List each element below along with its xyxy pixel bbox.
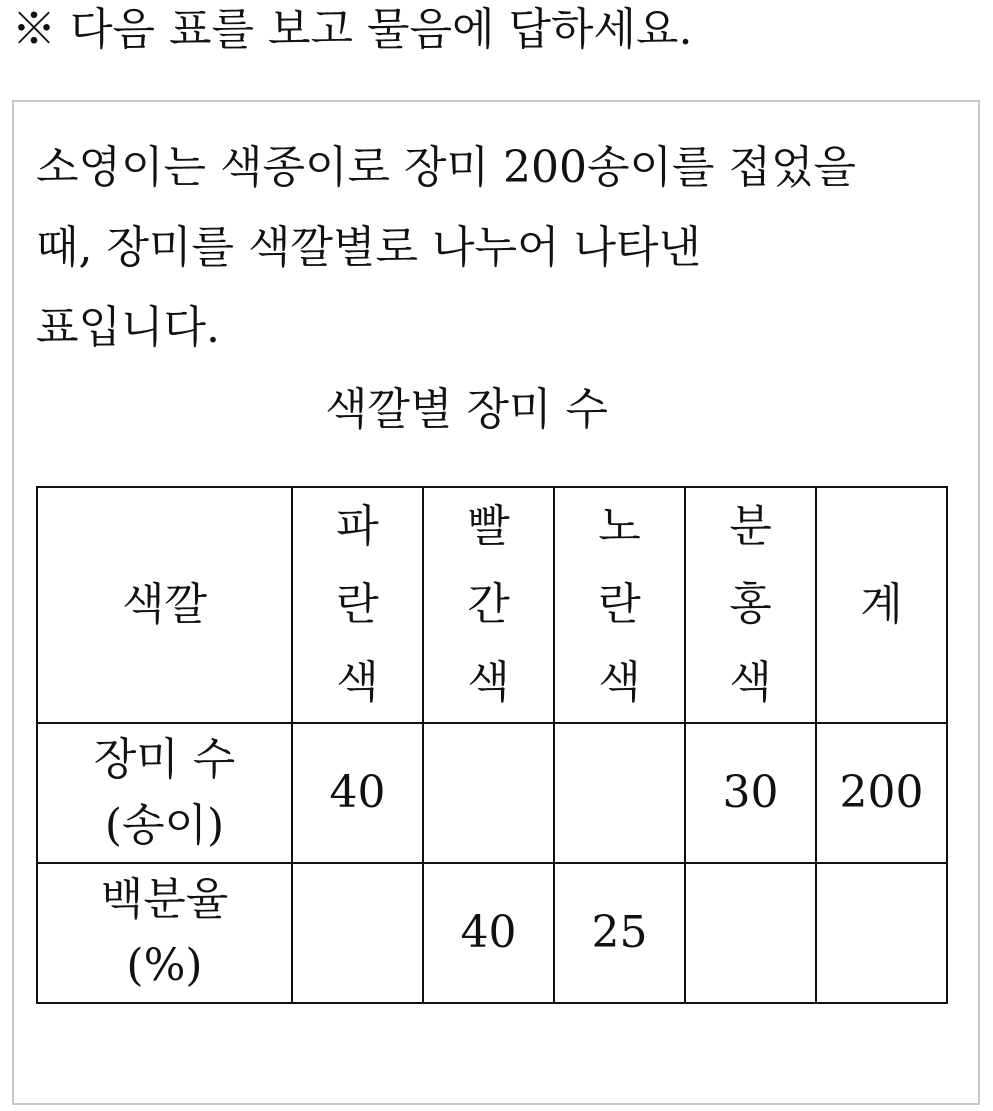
- passage-line-2: 때, 장미를 색깔별로 나누어 나타낸: [36, 222, 701, 273]
- cell-count-red: [423, 723, 554, 863]
- header-pink-char: 홍: [729, 579, 772, 630]
- header-blue-char: 란: [336, 579, 379, 630]
- passage-line-1: 소영이는 색종이로 장미 200송이를 접었을: [36, 142, 856, 193]
- header-color-label: 색깔: [37, 487, 292, 723]
- cell-percent-red: 40: [423, 863, 554, 1003]
- header-yellow: [554, 487, 685, 723]
- cell-count-pink: 30: [685, 723, 816, 863]
- row-count-label-line: 장미 수: [93, 734, 236, 785]
- header-red-char: 빨: [467, 501, 510, 552]
- cell-count-yellow: [554, 723, 685, 863]
- table-title: 색깔별 장미 수: [325, 384, 608, 435]
- instruction-text: ※ 다음 표를 보고 물음에 답하세요.: [12, 4, 693, 55]
- header-red: [423, 487, 554, 723]
- header-red-char: 간: [467, 579, 510, 630]
- header-yellow-char: 란: [598, 579, 641, 630]
- row-count-label-unit: (송이): [104, 800, 225, 851]
- table-row-percent: [37, 863, 947, 1003]
- passage-line-3: 표입니다.: [36, 302, 221, 353]
- header-total: 계: [816, 487, 947, 723]
- table-row-count: [37, 723, 947, 863]
- rose-color-table: [36, 486, 948, 1004]
- header-pink-char: 분: [729, 501, 772, 552]
- row-percent-label-line: 백분율: [100, 874, 229, 925]
- header-yellow-char: 노: [598, 501, 641, 552]
- cell-percent-pink: [685, 863, 816, 1003]
- table-header-row: [37, 487, 947, 723]
- header-yellow-char: 색: [598, 657, 641, 708]
- problem-box: [12, 100, 980, 1105]
- cell-percent-total: [816, 863, 947, 1003]
- row-percent-label: [37, 863, 292, 1003]
- cell-count-blue: 40: [292, 723, 423, 863]
- header-blue: [292, 487, 423, 723]
- cell-percent-yellow: 25: [554, 863, 685, 1003]
- header-pink: [685, 487, 816, 723]
- cell-count-total: 200: [816, 723, 947, 863]
- header-red-char: 색: [467, 657, 510, 708]
- header-blue-char: 색: [336, 657, 379, 708]
- passage: [36, 128, 956, 368]
- header-pink-char: 색: [729, 657, 772, 708]
- row-percent-label-unit: (%): [126, 940, 203, 991]
- cell-percent-blue: [292, 863, 423, 1003]
- row-count-label: [37, 723, 292, 863]
- header-blue-char: 파: [336, 501, 379, 552]
